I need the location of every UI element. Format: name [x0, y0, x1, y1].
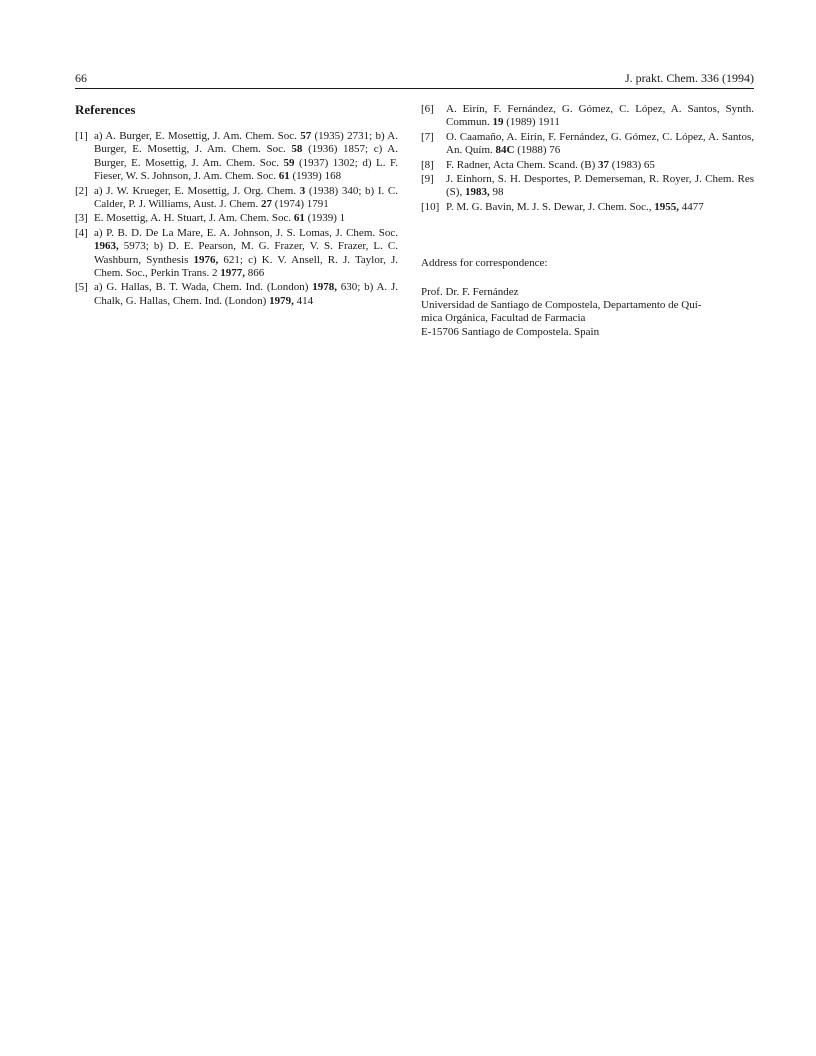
- reference-text: (1974) 1791: [271, 198, 329, 211]
- reference-text: (1936) 1857; c) A. Burger, E. Mosettig, J. Am. Chem. Soc.: [94, 143, 398, 169]
- reference-text: P. M. G. Bavin, M. J. S. Dewar, J. Chem. Soc.,: [446, 200, 655, 213]
- reference-item: [421, 103, 754, 130]
- reference-volume: 1983,: [464, 186, 490, 199]
- references-heading: References: [75, 102, 136, 117]
- reference-text: J. Einhorn, S. H. Desportes, P. Demerseman, R. Royer, J. Chem. Res (S),: [446, 173, 754, 199]
- reference-item: [75, 130, 398, 184]
- reference-volume: 58: [291, 143, 303, 156]
- reference-text: 621; c) K. V. Ansell, R. J. Taylor, J. Chem. Soc., Perkin Trans. 2: [94, 253, 398, 280]
- reference-volume: 61: [293, 212, 305, 225]
- reference-text: (1989) 1911: [503, 116, 560, 129]
- reference-item: [421, 201, 754, 214]
- reference-text: (1937) 1302; d) L. F. Fieser, W. S. Johnson, J. Am. Chem. Soc.: [94, 156, 398, 183]
- reference-text: a) G. Hallas, B. T. Wada, Chem. Ind. (London): [94, 281, 313, 294]
- address-name: Prof. Dr. F. Fernández: [421, 285, 519, 298]
- reference-item: [421, 173, 754, 200]
- reference-number: [9]: [421, 173, 434, 186]
- header-rule: [75, 88, 754, 89]
- reference-volume: 57: [300, 130, 312, 142]
- reference-number: [5]: [75, 281, 88, 294]
- address-label: Address for correspondence:: [421, 257, 548, 270]
- reference-volume: 61: [278, 170, 290, 183]
- reference-text: 630; b) A. J. Chalk, G. Hallas, Chem. Ind. (London): [94, 281, 398, 307]
- reference-number: [2]: [75, 184, 88, 197]
- reference-volume: 37: [598, 158, 610, 171]
- reference-text: (1939) 1: [304, 212, 346, 225]
- reference-text: 98: [489, 186, 504, 199]
- reference-number: [7]: [421, 130, 434, 143]
- reference-item: [75, 227, 398, 281]
- reference-text: 4477: [679, 200, 704, 213]
- reference-volume: 1977,: [220, 267, 245, 280]
- reference-text: 414: [293, 294, 314, 307]
- reference-volume: 1976,: [193, 253, 219, 266]
- reference-text: 866: [244, 267, 265, 280]
- right-column: [421, 103, 754, 339]
- reference-text: 5973; b) D. E. Pearson, M. G. Frazer, V. S. Frazer, L. C. Washburn, Synthesis: [94, 240, 398, 266]
- reference-text: a) P. B. D. De La Mare, E. A. Johnson, J. S. Lomas, J. Chem. Soc.: [94, 226, 398, 239]
- reference-text: a) J. W. Krueger, E. Mosettig, J. Org. Chem.: [94, 184, 300, 197]
- reference-text: (1935) 2731; b) A. Burger, E. Mosettig, J. Am. Chem. Soc.: [94, 130, 398, 156]
- reference-text: a) A. Burger, E. Mosettig, J. Am. Chem. Soc.: [94, 130, 301, 142]
- reference-volume: 27: [260, 198, 272, 211]
- reference-number: [10]: [421, 200, 440, 213]
- reference-list-left: [75, 130, 398, 308]
- left-column: [75, 102, 398, 309]
- reference-item: [75, 212, 398, 225]
- reference-text: (1988) 76: [514, 144, 561, 157]
- reference-list-right: [421, 103, 754, 214]
- reference-item: [75, 281, 398, 308]
- reference-item: [421, 131, 754, 158]
- address-line-3: E-15706 Santiago de Compostela. Spain: [421, 325, 600, 338]
- reference-item: [75, 185, 398, 212]
- reference-volume: 19: [492, 116, 504, 129]
- reference-volume: 1979,: [269, 294, 294, 307]
- reference-number: [3]: [75, 212, 88, 225]
- reference-number: [1]: [75, 130, 88, 142]
- reference-volume: 1963,: [94, 240, 119, 253]
- reference-text: (1938) 340; b) I. C. Calder, P. J. Williams, Aust. J. Chem.: [94, 184, 399, 211]
- reference-text: F. Radner, Acta Chem. Scand. (B): [446, 158, 599, 171]
- reference-volume: 84C: [495, 144, 515, 157]
- reference-text: A. Eirín, F. Fernández, G. Gómez, C. López, A. Santos, Synth. Commun.: [446, 103, 754, 129]
- reference-number: [4]: [75, 226, 88, 239]
- reference-text: (1983) 65: [609, 158, 655, 171]
- address-line-2: mica Orgánica, Facultad de Farmacia: [421, 312, 586, 325]
- journal-citation: J. prakt. Chem. 336 (1994): [625, 71, 754, 85]
- correspondence-address: [421, 257, 754, 339]
- reference-text: E. Mosettig, A. H. Stuart, J. Am. Chem. Soc.: [94, 212, 294, 225]
- reference-text: O. Caamaño, A. Eirín, F. Fernández, G. Gómez, C. López, A. Santos, An. Quím.: [446, 130, 754, 157]
- page-number: 66: [75, 71, 87, 85]
- reference-volume: 59: [283, 156, 295, 169]
- running-head: [75, 70, 754, 88]
- reference-item: [421, 159, 754, 172]
- reference-volume: 3: [299, 184, 306, 197]
- reference-number: [6]: [421, 103, 434, 115]
- reference-text: (1939) 168: [289, 170, 342, 183]
- reference-volume: 1955,: [654, 200, 680, 213]
- reference-number: [8]: [421, 158, 434, 171]
- reference-volume: 1978,: [312, 281, 337, 294]
- address-line-1: Universidad de Santiago de Compostela, Departamento de Quí-: [421, 299, 702, 312]
